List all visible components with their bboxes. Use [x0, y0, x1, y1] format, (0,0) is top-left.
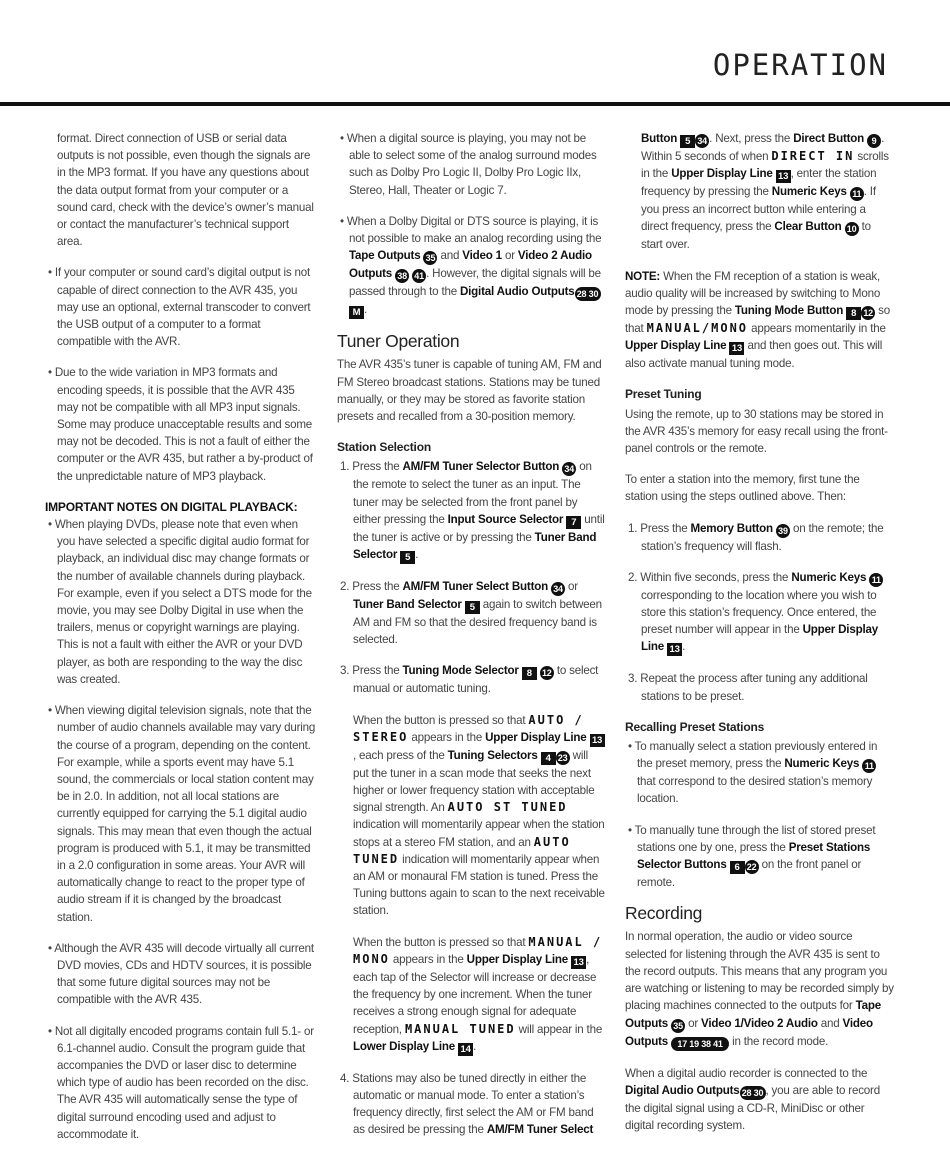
numbered-step: 4. Stations may also be tuned directly in either the automatic or manual mode. To enter a station’s frequency directly, first select the AM or FM band as desired be pressing the AM/FM Tuner Select [340, 1071, 594, 1137]
paragraph: When the button is pressed so that AUTO / STEREO appears in the Upper Display Line 13, each press of the Tuning Selectors 4 23 will put the tuner in a scan mode that seeks the next higher or lower frequency station with acceptable signal strength. An AUTO ST TUNED indication will momentarily appear when the station stops at a stereo FM station, and an AUTO TUNED indication will momentarily appear when an AM or monaural FM station is tuned. Press the Tuning buttons again to scan to the next receivable station. [353, 712, 605, 918]
ref-icon: 28 30 [740, 1086, 766, 1100]
header-rule [0, 102, 950, 106]
ref-icon: 34 [551, 582, 565, 596]
section-heading: Tuner Operation [337, 331, 460, 352]
paragraph: When the button is pressed so that MANUAL / MONO appears in the Upper Display Line 13 , each tap of the Selector will increase or decrease the frequency by one increment. When the tuner receives a strong enough signal for adequate reception, MANUAL TUNED will appear in the Lower Display Line 14 . [353, 934, 603, 1055]
section-heading: IMPORTANT NOTES ON DIGITAL PLAYBACK: [45, 499, 298, 514]
ref-square-icon: 6 [730, 861, 745, 874]
bullet-item: • When a digital source is playing, you may not be able to select some of the analog surround modes such as Dolby Pro Logic II, Dolby Pro Logic IIx, Stereo, Hall, Theater or Logic 7. [340, 132, 597, 197]
page-title: OPERATION [712, 48, 888, 82]
paragraph: When a digital audio recorder is connected to the Digital Audio Outputs 28 30 , you are able to record the digital signal using a CD-R, MiniDisc or other digital recording system. [625, 1066, 880, 1132]
paragraph: To enter a station into the memory, first tune the station using the steps outlined above. Then: [625, 473, 860, 504]
ref-square-icon: M [349, 306, 364, 319]
ref-square-icon: 5 [680, 135, 695, 148]
ref-icon: 9 [867, 134, 881, 148]
ref-icon: 17 19 38 41 [671, 1037, 729, 1051]
ref-icon: 35 [671, 1019, 685, 1033]
numbered-step: 1. Press the AM/FM Tuner Selector Button 34 on the remote to select the tuner as an input. The tuner may be selected from the front panel by either pressing the Input Source Selector 7 until the tuner is active or by pressing the Tuner Band Selector 5 . [340, 460, 605, 564]
paragraph: The AVR 435’s tuner is capable of tuning AM, FM and FM Stereo broadcast stations. Stations may be tuned manually, or they may be stored as favorite station presets and recalled from a 30-position memory. [337, 358, 602, 424]
paragraph: Button 5 34 . Next, press the Direct Button 9 . Within 5 seconds of when DIRECT IN scrolls in the Upper Display Line 13 , enter the station frequency by pressing the Numeric Keys 11 . If you press an incorrect button while entering a direct frequency, press the Clear Button 10 to start over. [641, 132, 889, 252]
ref-icon: 11 [869, 573, 883, 587]
numbered-step: 3. Press the Tuning Mode Selector 8 12 to select manual or automatic tuning. [340, 664, 599, 696]
ref-icon: 34 [562, 462, 576, 476]
ref-square-icon: 5 [400, 551, 415, 564]
paragraph: Using the remote, up to 30 stations may be stored in the AVR 435’s memory for easy recall using the front-panel controls or the remote. [625, 407, 888, 456]
ref-icon: 35 [423, 251, 437, 265]
ref-square-icon: 13 [571, 956, 586, 969]
bullet-item: • Although the AVR 435 will decode virtually all current DVD movies, CDs and HDTV sources, it is possible that some future digital sources may not be compatible with the AVR 435. [48, 941, 314, 1007]
bullet-item: • When viewing digital television signals, note that the number of audio channels available may vary during the course of a program, depending on the content. For example, while a sports event may have 5.1 sound, the commercials or local station content may be in 2.0. In addition, not all local stations are currently equipped for carrying the 5.1 digital audio signals. This may mean that even though the actual program is produced with 5.1, it may be transmitted in a 2.0 configuration in some areas. Your AVR will automatically change to react to the proper type of audio stream if it is changed by the broadcast station. [48, 704, 316, 924]
numbered-step: 2. Within five seconds, press the Numeric Keys 11 corresponding to the location where you wish to store this station’s frequency. Once entered, the preset number will appear in the Upper Display Line 13 . [625, 569, 895, 657]
ref-square-icon: 7 [566, 516, 581, 529]
column-3 [625, 130, 895, 1148]
ref-square-icon: 8 [522, 667, 537, 680]
column-2 [337, 130, 605, 1139]
bullet-item: • If your computer or sound card’s digital output is not capable of direct connection to the AVR 435, you may use an optional, external transcoder to convert the USB output of a computer to a format compatible with the AVR. [48, 266, 311, 349]
ref-square-icon: 13 [776, 170, 791, 183]
subsection-heading: Station Selection [337, 440, 431, 455]
ref-square-icon: 8 [846, 307, 861, 320]
ref-icon: 34 [695, 134, 709, 148]
numbered-step: 1. Press the Memory Button 39 on the remote; the station’s frequency will flash. [628, 521, 884, 553]
ref-icon: 23 [556, 751, 570, 765]
ref-icon: 11 [850, 187, 864, 201]
ref-square-icon: 13 [590, 734, 605, 747]
note-paragraph: NOTE: When the FM reception of a station is weak, audio quality will be increased by switching to Mono mode by pressing the Tuning Mode Button 8 12 so that MANUAL/MONO appears momentarily in the Upper Display Line 13 and then goes out. This will also activate manual tuning mode. [625, 269, 891, 371]
ref-square-icon: 4 [541, 752, 556, 765]
ref-square-icon: 13 [667, 643, 682, 656]
ref-icon: 12 [861, 306, 875, 320]
ref-icon: 28 30 [575, 287, 601, 301]
ref-icon: 10 [845, 222, 859, 236]
bullet-item: • To manually tune through the list of stored preset stations one by one, press the Preset Stations Selector Buttons 6 22 on the front panel or remote. [628, 823, 876, 890]
paragraph: In normal operation, the audio or video source selected for listening through the AVR 435 is sent to the record outputs. This means that any program you are watching or listening to may be recorded simply by placing machines connected to the outputs for Tape Outputs 35 or Video 1/Video 2 Audio and Video Outputs 17 19 38 41 in the record mode. [625, 930, 894, 1049]
bullet-item: • When a Dolby Digital or DTS source is playing, it is not possible to make an analog recording using the Tape Outputs 35 and Video 1 or Video 2 Audio Outputs 38 41 . However, the digital signals will be passed through to the Digital Audio Outputs 28 30M . [340, 214, 602, 319]
numbered-step: 2. Press the AM/FM Tuner Select Button 34 or Tuner Band Selector 5 again to switch between AM and FM so that the desired frequency band is selected. [340, 580, 602, 647]
ref-icon: 12 [540, 666, 554, 680]
paragraph: format. Direct connection of USB or serial data outputs is not possible, even though the signals are in the MP3 format. If you have any questions about the data output format from your computer or a sound card, check with the device’s owner’s manual or contact the manufacturer’s technical support area. [57, 132, 314, 249]
column-1 [45, 130, 317, 1157]
numbered-step: 3. Repeat the process after tuning any additional stations to be preset. [628, 672, 868, 703]
bullet-item: • To manually select a station previously entered in the preset memory, press the Numeric Keys 11 that correspond to the desired station’s memory location. [628, 740, 878, 806]
ref-icon: 38 [395, 269, 409, 283]
bullet-item: • Not all digitally encoded programs contain full 5.1- or 6.1-channel audio. Consult the program guide that accompanies the DVD or laser disc to determine which type of audio has been recorded on the disc. The AVR 435 will automatically sense the type of digital surround encoding used and adjust to accommodate it. [48, 1024, 314, 1141]
section-heading: Recording [625, 903, 703, 924]
subsection-heading: Preset Tuning [625, 387, 702, 402]
ref-square-icon: 14 [458, 1043, 473, 1056]
ref-icon: 22 [745, 860, 759, 874]
subsection-heading: Recalling Preset Stations [625, 719, 765, 734]
ref-icon: 11 [862, 759, 876, 773]
ref-square-icon: 5 [465, 601, 480, 614]
ref-icon: 39 [776, 524, 790, 538]
ref-icon: 41 [412, 269, 426, 283]
ref-square-icon: 13 [729, 342, 744, 355]
bullet-item: • When playing DVDs, please note that even when you have selected a specific digital audio format for playback, an individual disc may change formats or the number of available channels during playback. For example, even if you select a DTS mode for the movie, you may see Dolby Digital in use when the trailers, menus or copyright warnings are playing. This is not a fault with either the AVR or your DVD player, as both are responding to the way the disc was created. [48, 518, 312, 686]
bullet-item: • Due to the wide variation in MP3 formats and encoding speeds, it is possible that the AVR 435 may not be compatible with all MP3 input signals. Some may produce unacceptable results and some may not be decoded. This is not a fault of either the computer or the AVR 435, but rather a by-product of the unpredictable nature of MP3 playback. [48, 366, 313, 483]
